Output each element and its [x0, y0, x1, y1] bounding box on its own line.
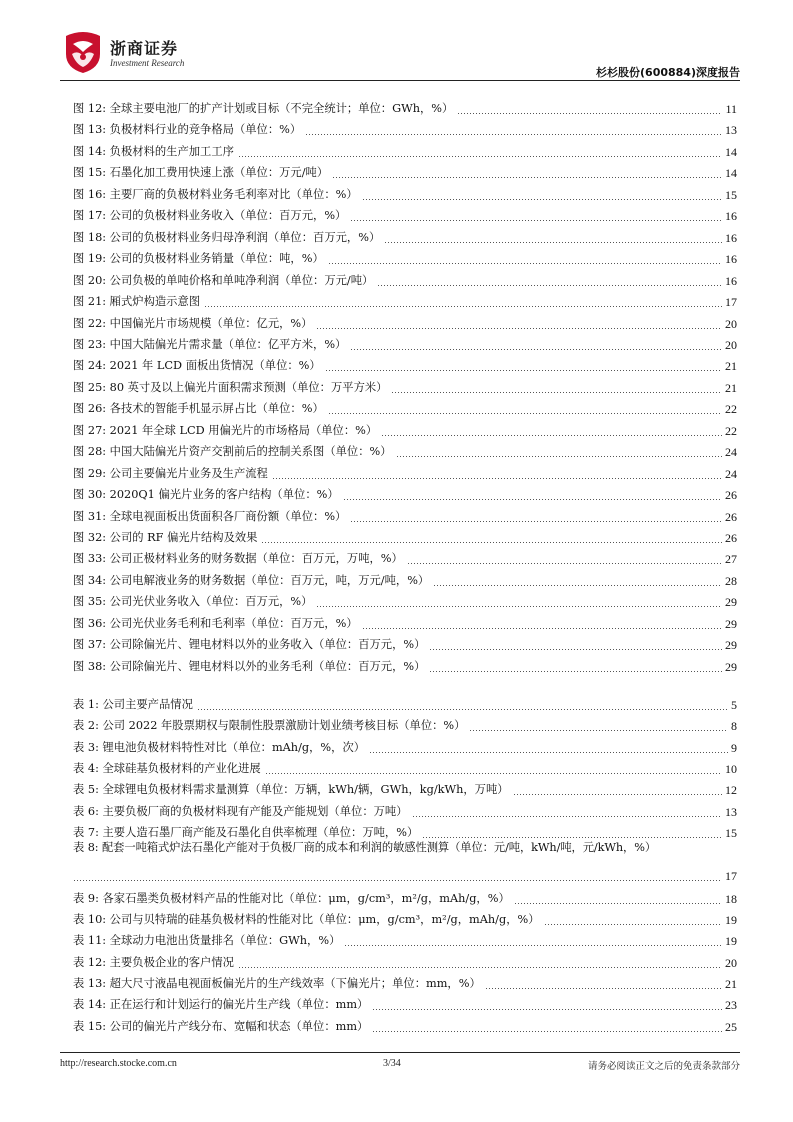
dot-leader: [238, 156, 722, 157]
entry-label: 表 6:: [73, 804, 99, 818]
entry-title: 公司主要产品情况: [102, 698, 193, 711]
figure-toc-entry[interactable]: [73, 504, 737, 524]
dot-leader: [197, 709, 728, 710]
entry-title: 公司正极材料业务的财务数据（单位：百万元，万吨，%）: [109, 552, 403, 566]
entry-label: 图 31:: [73, 509, 107, 523]
dot-leader: [457, 113, 722, 114]
entry-title: 公司电解液业务的财务数据（单位：百万元，吨，万元/吨，%）: [109, 573, 430, 587]
entry-title: 全球动力电池出货量排名（单位：GWh，%）: [109, 934, 341, 948]
entry-label: 表 8:: [73, 841, 99, 855]
entry-label: 表 7:: [73, 825, 99, 839]
entry-label: 表 2:: [73, 719, 99, 733]
entry-title: 公司的 RF 偏光片结构及效果: [109, 531, 258, 544]
entry-page-number: 9: [731, 740, 737, 755]
figure-toc-entry[interactable]: [73, 268, 737, 288]
dot-leader: [350, 349, 722, 350]
entry-label: 图 38:: [73, 659, 107, 673]
entry-page-number: 14: [725, 166, 737, 181]
dot-leader: [469, 730, 728, 731]
entry-label: 图 30:: [73, 488, 107, 502]
dot-leader: [325, 370, 722, 371]
dot-leader: [372, 1009, 722, 1010]
entry-page-number: 8: [731, 719, 737, 734]
dot-leader: [332, 177, 722, 178]
entry-title: 主要负极企业的客户情况: [109, 955, 234, 969]
entry-title: 2021 年 LCD 面板出货情况（单位：%）: [109, 359, 321, 373]
entry-page-number: 18: [725, 891, 737, 906]
dot-leader: [350, 220, 722, 221]
dot-leader: [372, 1031, 722, 1032]
entry-label: 图 17:: [73, 209, 107, 223]
dot-leader: [485, 988, 722, 989]
entry-page-number: 23: [725, 998, 737, 1013]
figure-toc-entry[interactable]: [73, 139, 737, 159]
entry-page-number: 16: [725, 252, 737, 267]
entry-label: 表 14:: [73, 998, 107, 1012]
dot-leader: [422, 837, 722, 838]
entry-label: 图 35:: [73, 595, 107, 609]
entry-title: 公司的负极材料业务销量（单位：吨，%）: [109, 252, 324, 266]
table-toc-entry[interactable]: [73, 692, 737, 712]
figure-toc-entry[interactable]: [73, 311, 737, 331]
dot-leader: [261, 542, 722, 543]
entry-label: 图 15:: [73, 166, 107, 180]
page-number: 3/34: [383, 1058, 401, 1069]
entry-title: 公司主要偏光片业务及生产流程: [109, 466, 268, 480]
dot-leader: [429, 649, 722, 650]
entry-title: 2021 年全球 LCD 用偏光片的市场格局（单位：%）: [109, 423, 378, 437]
dot-leader: [238, 967, 722, 968]
dot-leader: [377, 285, 722, 286]
figure-toc-entry[interactable]: [73, 568, 737, 588]
figure-toc-entry[interactable]: [73, 375, 737, 395]
entry-label: 图 29:: [73, 466, 107, 480]
dot-leader: [362, 628, 722, 629]
entry-label: 图 25:: [73, 380, 107, 394]
dot-leader: [204, 306, 722, 307]
entry-title: 厢式炉构造示意图: [109, 295, 201, 309]
figure-toc-entry[interactable]: [73, 461, 737, 481]
entry-label: 图 28:: [73, 445, 107, 459]
entry-label: 图 23:: [73, 337, 107, 351]
entry-page-number: 29: [725, 616, 737, 631]
entry-title: 公司的负极材料业务收入（单位：百万元，%）: [109, 209, 347, 223]
entry-label: 图 26:: [73, 402, 107, 416]
table-toc-entry[interactable]: [73, 756, 737, 776]
entry-title: 配套一吨箱式炉法石墨化产能对于负极厂商的成本和利润的敏感性测算（单位：元/吨，kWh/吨，元/kWh，%）: [101, 841, 657, 855]
entry-label: 表 15:: [73, 1019, 107, 1033]
entry-title: 各家石墨类负极材料产品的性能对比（单位：μm，g/cm³，m²/g，mAh/g，%）: [102, 891, 510, 905]
entry-label: 图 13:: [73, 123, 107, 137]
entry-page-number: 26: [725, 509, 737, 524]
table-toc-entry[interactable]: [73, 1014, 737, 1034]
entry-title: 公司的偏光片产线分布、宽幅和状态（单位：mm）: [109, 1019, 369, 1033]
entry-page-number: 12: [725, 783, 737, 798]
dot-leader: [343, 499, 722, 500]
table-toc-entry[interactable]: [73, 735, 737, 755]
dot-leader: [369, 752, 728, 753]
figure-toc-entry[interactable]: [73, 482, 737, 502]
entry-page-number: 26: [725, 488, 737, 503]
entry-title: 中国大陆偏光片资产交割前后的控制关系图（单位：%）: [109, 445, 392, 459]
figure-toc-entry[interactable]: [73, 203, 737, 223]
entry-title: 超大尺寸液晶电视面板偏光片的生产线效率（下偏光片；单位：mm，%）: [109, 976, 481, 990]
figure-toc-entry[interactable]: [73, 332, 737, 352]
figure-toc-entry[interactable]: [73, 418, 737, 438]
dot-leader: [381, 435, 722, 436]
entry-title: 负极材料行业的竞争格局（单位：%）: [109, 123, 302, 137]
entry-page-number: 16: [725, 230, 737, 245]
entry-title: 公司除偏光片、锂电材料以外的业务毛利（单位：百万元，%）: [109, 659, 426, 673]
entry-title: 锂电池负极材料特性对比（单位：mAh/g，%，次）: [102, 740, 366, 754]
entry-page-number: 13: [725, 804, 737, 819]
entry-label: 表 13:: [73, 976, 107, 990]
company-logo-icon: [60, 30, 106, 74]
dot-leader: [412, 816, 722, 817]
dot-leader: [362, 199, 722, 200]
figure-toc-entry[interactable]: [73, 160, 737, 180]
entry-title: 正在运行和计划运行的偏光片生产线（单位：mm）: [109, 998, 369, 1012]
entry-title: 主要负极厂商的负极材料现有产能及产能规划（单位：万吨）: [102, 804, 408, 818]
dot-leader: [316, 606, 722, 607]
table-toc-entry[interactable]: [73, 777, 737, 797]
figure-toc-entry[interactable]: [73, 589, 737, 609]
entry-page-number: 24: [725, 445, 737, 460]
footer-url[interactable]: http://research.stocke.com.cn: [60, 1058, 177, 1069]
entry-label: 图 36:: [73, 616, 107, 630]
entry-page-number: 17: [725, 295, 737, 310]
entry-label: 图 22:: [73, 316, 107, 330]
entry-title: 全球主要电池厂的扩产计划或目标（不完全统计；单位：GWh，%）: [109, 102, 454, 115]
dot-leader: [316, 328, 722, 329]
entry-label: 表 5:: [73, 783, 99, 797]
entry-title: 全球硅基负极材料的产业化进展: [102, 761, 261, 775]
dot-leader: [391, 392, 722, 393]
table-toc-entry[interactable]: [73, 713, 737, 733]
entry-page-number: 20: [725, 337, 737, 352]
entry-label: 图 24:: [73, 359, 107, 373]
entry-title: 主要人造石墨厂商产能及石墨化自供率梳理（单位：万吨，%）: [102, 825, 419, 839]
entry-page-number: 22: [725, 423, 737, 438]
entry-label: 图 34:: [73, 573, 107, 587]
dot-leader: [429, 671, 722, 672]
entry-label: 表 1:: [73, 698, 99, 711]
figure-toc-entry[interactable]: [73, 396, 737, 416]
entry-title: 中国偏光片市场规模（单位：亿元，%）: [109, 316, 313, 330]
entry-label: 图 19:: [73, 252, 107, 266]
entry-title: 80 英寸及以上偏光片面积需求预测（单位：万平方米）: [109, 380, 388, 394]
figure-toc-entry[interactable]: [73, 353, 737, 373]
entry-title: 公司除偏光片、锂电材料以外的业务收入（单位：百万元，%）: [109, 638, 426, 652]
dot-leader: [513, 794, 722, 795]
entry-title: 公司光伏业务收入（单位：百万元，%）: [109, 595, 313, 609]
entry-title: 公司光伏业务毛利和毛利率（单位：百万元，%）: [109, 616, 358, 630]
page-header: [60, 28, 740, 80]
table-toc-entry[interactable]: [73, 886, 737, 906]
entry-title: 公司负极的单吨价格和单吨净利润（单位：万元/吨）: [109, 273, 374, 287]
dot-leader: [328, 413, 722, 414]
entry-label: 图 18:: [73, 230, 107, 244]
entry-label: 图 20:: [73, 273, 107, 287]
table-toc-entry[interactable]: [73, 799, 737, 819]
dot-leader: [272, 478, 722, 479]
entry-page-number: 24: [725, 466, 737, 481]
dot-leader: [344, 945, 722, 946]
figure-toc-entry[interactable]: [73, 632, 737, 652]
entry-title: 公司与贝特瑞的硅基负极材料的性能对比（单位：μm，g/cm³，m²/g，mAh/g，%）: [109, 913, 540, 926]
dot-leader: [544, 924, 722, 925]
entry-page-number: 14: [725, 144, 737, 159]
entry-page-number: 21: [725, 359, 737, 374]
brand-name: 浙商证券: [110, 39, 179, 58]
entry-page-number: 28: [725, 573, 737, 588]
entry-label: 表 4:: [73, 761, 99, 775]
dot-leader: [433, 585, 722, 586]
entry-page-number: 21: [725, 380, 737, 395]
entry-page-number: 17: [725, 869, 737, 884]
table-toc-entry[interactable]: [73, 950, 737, 970]
figure-toc-entry[interactable]: [73, 182, 737, 202]
entry-page-number: 22: [725, 402, 737, 417]
entry-page-number: 11: [725, 102, 737, 116]
entry-page-number: 26: [725, 531, 737, 545]
entry-title: 各技术的智能手机显示屏占比（单位：%）: [109, 402, 324, 416]
entry-page-number: 29: [725, 638, 737, 653]
entry-page-number: 29: [725, 595, 737, 610]
entry-title: 全球电视面板出货面积各厂商份额（单位：%）: [109, 509, 347, 523]
entry-title: 负极材料的生产加工工序: [109, 144, 234, 158]
entry-label: 图 12:: [73, 102, 107, 115]
entry-page-number: 29: [725, 659, 737, 674]
figure-toc-entry[interactable]: [73, 117, 737, 137]
brand-subtitle: Investment Research: [110, 58, 185, 68]
entry-page-number: 20: [725, 316, 737, 331]
figure-toc-entry[interactable]: [73, 439, 737, 459]
entry-label: 图 21:: [73, 295, 107, 309]
entry-label: 图 14:: [73, 144, 107, 158]
table-toc-entry[interactable]: [73, 992, 737, 1012]
report-title: 杉杉股份(600884)深度报告: [596, 66, 740, 79]
dot-leader: [73, 880, 722, 881]
entry-label: 图 32:: [73, 531, 107, 544]
entry-label: 图 37:: [73, 638, 107, 652]
entry-page-number: 19: [725, 934, 737, 949]
dot-leader: [350, 521, 722, 522]
figure-toc-entry[interactable]: [73, 96, 737, 116]
entry-label: 表 12:: [73, 955, 107, 969]
entry-title: 公司的负极材料业务归母净利润（单位：百万元，%）: [109, 230, 381, 244]
dot-leader: [328, 263, 722, 264]
figure-toc-entry[interactable]: [73, 289, 737, 309]
entry-title: 中国大陆偏光片需求量（单位：亿平方米，%）: [109, 337, 347, 351]
dot-leader: [384, 242, 722, 243]
figure-toc-entry[interactable]: [73, 546, 737, 566]
entry-page-number: 10: [725, 761, 737, 776]
footer-disclaimer: 请务必阅读正文之后的免责条款部分: [587, 1061, 740, 1072]
entry-label: 表 11:: [73, 934, 107, 948]
entry-label: 图 16:: [73, 187, 107, 201]
figure-toc-entry[interactable]: [73, 654, 737, 674]
table-toc-entry[interactable]: [73, 907, 737, 927]
entry-page-number: 15: [725, 187, 737, 202]
entry-page-number: 16: [725, 273, 737, 288]
entry-page-number: 25: [725, 1019, 737, 1034]
entry-label: 表 9:: [73, 891, 99, 905]
entry-title: 主要厂商的负极材料业务毛利率对比（单位：%）: [109, 187, 358, 201]
entry-page-number: 27: [725, 552, 737, 567]
figure-toc-entry[interactable]: [73, 611, 737, 631]
figure-toc-entry[interactable]: [73, 525, 737, 545]
header-divider: [60, 80, 740, 81]
dot-leader: [396, 456, 722, 457]
entry-page-number: 15: [725, 825, 737, 840]
figure-toc-entry[interactable]: [73, 225, 737, 245]
entry-label: 表 3:: [73, 740, 99, 754]
figure-toc-entry[interactable]: [73, 246, 737, 266]
entry-label: 图 27:: [73, 423, 107, 437]
footer-divider: [60, 1052, 740, 1053]
entry-label: 图 33:: [73, 552, 107, 566]
dot-leader: [265, 773, 722, 774]
table-toc-entry[interactable]: [73, 971, 737, 991]
table-toc-entry[interactable]: [73, 928, 737, 948]
dot-leader: [514, 903, 722, 904]
dot-leader: [407, 563, 722, 564]
entry-page-number: 19: [725, 913, 737, 927]
entry-title: 公司 2022 年股票期权与限制性股票激励计划业绩考核目标（单位：%）: [102, 719, 466, 733]
table-toc-entry[interactable]: [73, 841, 737, 883]
entry-page-number: 13: [725, 123, 737, 138]
table-toc-entry[interactable]: [73, 820, 737, 840]
entry-title: 2020Q1 偏光片业务的客户结构（单位：%）: [109, 488, 339, 502]
entry-page-number: 21: [725, 976, 737, 991]
entry-label: 表 10:: [73, 913, 107, 926]
dot-leader: [305, 134, 722, 135]
entry-page-number: 16: [725, 209, 737, 224]
entry-page-number: 5: [731, 698, 737, 712]
entry-title: 全球锂电负极材料需求量测算（单位：万辆，kWh/辆，GWh，kg/kWh，万吨）: [102, 783, 509, 797]
entry-title: 石墨化加工费用快速上涨（单位：万元/吨）: [109, 166, 329, 180]
entry-page-number: 20: [725, 955, 737, 970]
